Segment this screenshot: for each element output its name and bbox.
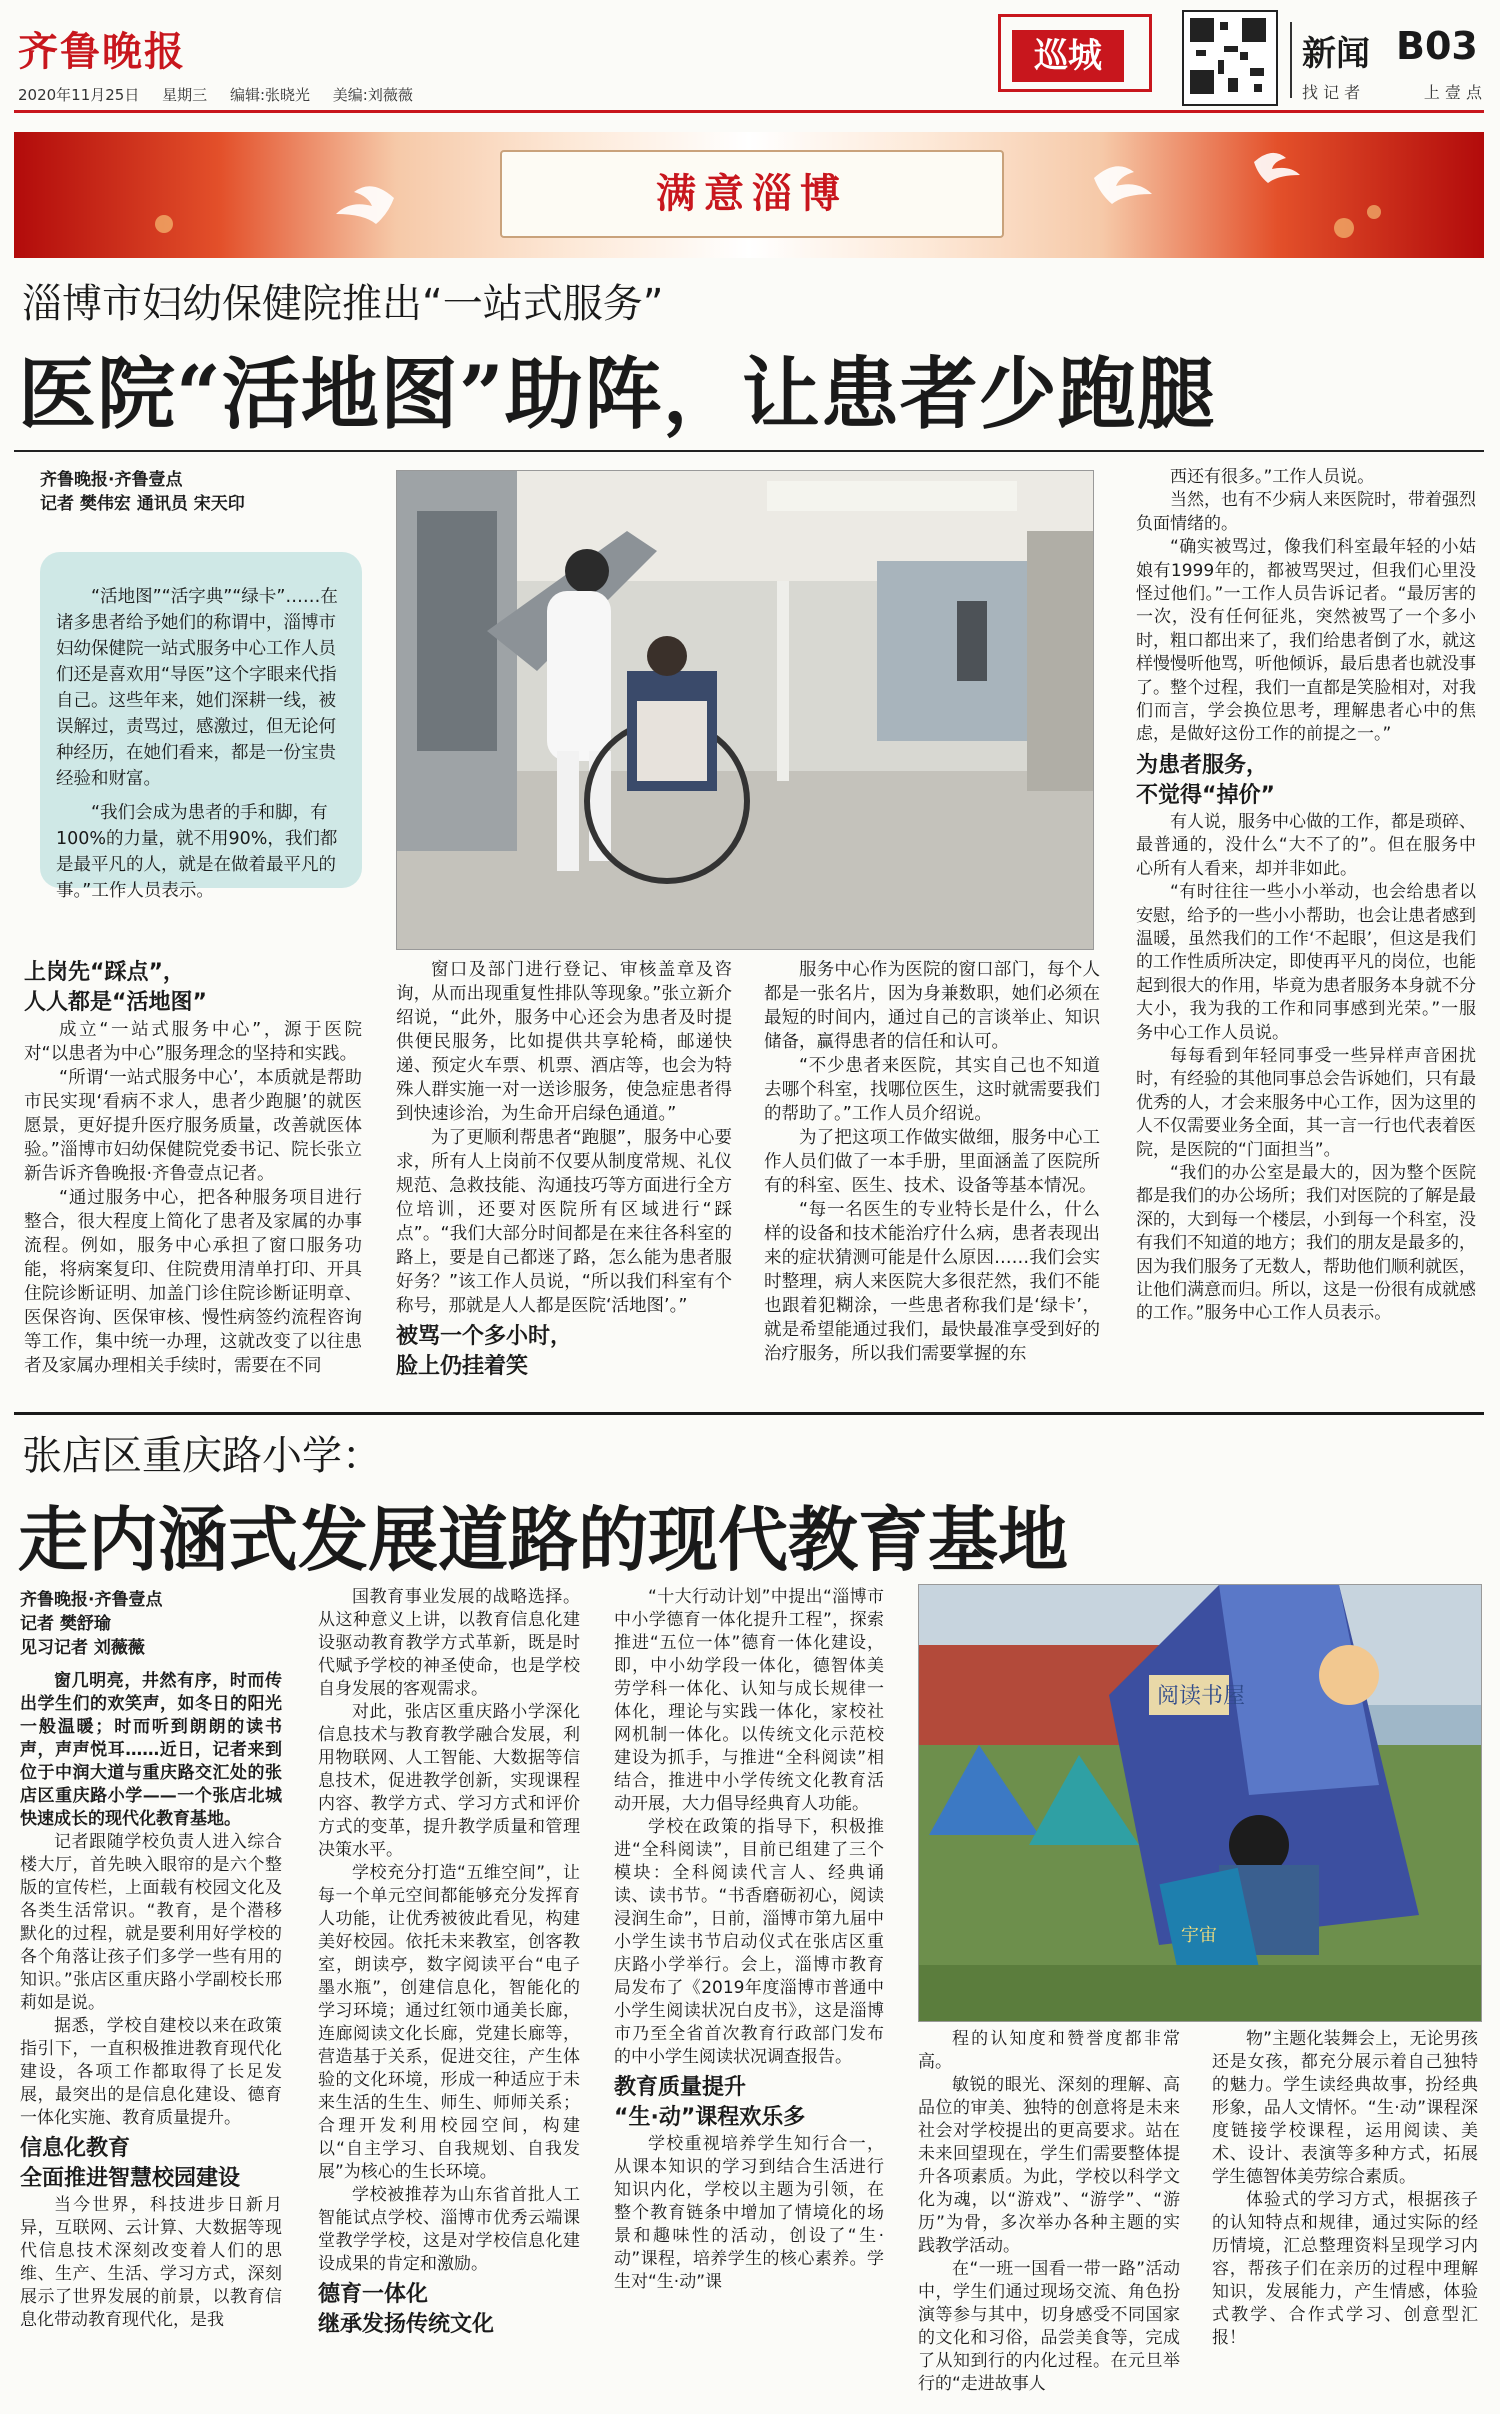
paragraph: 学校充分打造“五维空间”，让每一个单元空间都能够充分发挥育人功能，让优秀被彼此看见，构建美好校园。依托未来教室，创客教室，朗读亭，数字阅读平台“电子墨水瓶”，创建信息化，智能化的学习环境；通过红领巾通美长廊，连廊阅读文化长廊，党建长廊等，营造基于关系，促进交往，产生体验的文化环境，形成一种适应于未来生活的生生、师生、师师关系；合理开发利用校园空间，构建以“自主学习、自我规划、自我发展”为核心的生长环境。: [318, 1863, 580, 2182]
paragraph: 体验式的学习方式，根据孩子的认知特点和规律，通过实际的经历情境，汇总整理资料呈现学习内容，帮孩子们在亲历的过程中理解知识，发展能力，产生情感，体验式教学、合作式学习、创意型汇报！: [1212, 2190, 1478, 2348]
paragraph: 每每看到年轻同事受一些异样声音困扰时，有经验的其他同事总会告诉她们，只有最优秀的人，才会来服务中心工作，因为这里的人不仅需要业务全面，其一言一行也代表着医院，是医院的“门面担当”。: [1136, 1045, 1476, 1160]
headline-rule: [14, 450, 1484, 452]
tent-sign: 阅读书屋: [1157, 1684, 1246, 1709]
paragraph: 当今世界，科技进步日新月异，互联网、云计算、大数据等现代信息技术深刻改变着人们的思维、生产、生活、学习方式，深刻展示了世界发展的前景，以教育信息化带动教育现代化，是我: [20, 2195, 282, 2330]
paragraph: 西还有很多。”工作人员说。: [1170, 467, 1375, 487]
paragraph: “十大行动计划”中提出“淄博市中小学德育一体化提升工程”，探索推进“五位一体”德育一体化建设，即，中小幼学段一体化，德智体美劳学科一体化、认知与成长规律一体化，理论与实践一体化，家校社网机制一体化。以传统文化示范校建设为抓手，与推进“全科阅读”相结合，推进中小学传统文化教育活动开展，大力倡导经典育人功能。: [614, 1587, 884, 1814]
paragraph: 有人说，服务中心做的工作，都是琐碎、最普通的，没什么“大不了的”。但在服务中心所有人看来，却并非如此。: [1136, 811, 1476, 879]
article2-kicker: 张店区重庆路小学：: [22, 1433, 382, 1479]
qr-code-icon: [1182, 10, 1278, 106]
section-subline: [1302, 80, 1482, 103]
paragraph: 学校被推荐为山东省首批人工智能试点学校、淄博市优秀云端课堂教学学校，这是对学校信息化建设成果的肯定和激励。: [318, 2185, 580, 2274]
paragraph: 窗口及部门进行登记、审核盖章及咨询，从而出现重复性排队等现象。”张立新介绍说，“此外，服务中心还会为患者及时提供便民服务，比如提供共享轮椅，邮递快递、预定火车票、机票、酒店等，也会为特殊人群实施一对一送诊服务，使急症患者得到快速诊治，为生命开启绿色通道。”: [396, 960, 732, 1124]
issue-weekday: 星期三: [162, 86, 208, 104]
reading-tent-photo: [918, 1584, 1482, 2022]
byline-trainee: 见习记者 刘薇薇: [20, 1638, 145, 1658]
lead-paragraph: 窗几明亮，井然有序，时而传出学生们的欢笑声，如冬日的阳光一般温暖；时而听到朗朗的读书声，声声悦耳……近日，记者来到位于中润大道与重庆路交汇处的张店区重庆路小学——一个张店北城快速成长的现代化教育基地。: [20, 1671, 282, 1829]
section-subhead: 德育一体化 继承发扬传统文化: [318, 2282, 495, 2337]
paragraph: 记者跟随学校负责人进入综合楼大厅，首先映入眼帘的是六个整版的宣传栏，上面载有校园文化及各类生活常识。“教育，是个潜移默化的过程，就是要利用好学校的各个角落让孩子们多学一些有用的知识。”张店区重庆路小学副校长邢莉如是说。: [20, 1832, 282, 2013]
section-subhead: 上岗先“踩点”， 人人都是“活地图”: [24, 960, 207, 1015]
paragraph: 敏锐的眼光、深刻的理解、高品位的审美、独特的创意将是未来社会对学校提出的更高要求。站在未来回望现在，学生们需要整体提升各项素质。为此，学校以科学文化为魂，以“游戏”、“游学”、“游历”为骨，多次举办各种主题的实践教学活动。: [918, 2075, 1180, 2256]
dateline: [18, 84, 431, 105]
paragraph: 为了把这项工作做实做细，服务中心工作人员们做了一本手册，里面涵盖了医院所有的科室、医生、技术、设备等基本情况。: [764, 1128, 1100, 1196]
paragraph: “有时往往一些小小举动，也会给患者以安慰，给予的一些小小帮助，也会让患者感到温暖，虽然我们的工作‘不起眼’，但这是我们的工作性质所决定，即使再平凡的岗位，也能起到很大的作用，毕竟为患者服务本身就不分大小，我为我的工作和同事感到光荣。”一服务中心工作人员说。: [1136, 882, 1476, 1043]
banner-title: 满意淄博: [656, 170, 848, 217]
paragraph: 据悉，学校自建校以来在政策指引下，一直积极推进教育现代化建设，各项工作都取得了长足发展，最突出的是信息化建设、德育一体化实施、教育质量提升。: [20, 2016, 282, 2128]
banner-title-frame: [500, 150, 1004, 238]
paragraph: 物”主题化装舞会上，无论男孩还是女孩，都充分展示着自己独特的魅力。学生读经典故事，扮经典形象，品人文情怀。“生·动”课程深度链接学校课程，运用阅读、美术、设计、表演等多种方式，拓展学生德智体美劳综合素质。: [1212, 2029, 1478, 2187]
section-subhead: 被骂一个多小时， 脸上仍挂着笑: [396, 1324, 573, 1379]
paragraph: “不少患者来医院，其实自己也不知道去哪个科室，找哪位医生，这时就需要我们的帮助了。”工作人员介绍说。: [764, 1056, 1100, 1124]
paragraph: 成立“一站式服务中心”，源于医院对“以患者为中心”服务理念的坚持和实践。: [24, 1020, 362, 1064]
paragraph: 为了更顺利帮患者“跑腿”，服务中心要求，所有人上岗前不仅要从制度常规、礼仪规范、急救技能、沟通技巧等方面进行全方位培训，还要对医院所有区域进行“踩点”。“我们大部分时间都是在来往各科室的路上，要是自己都迷了路，怎么能为患者服好务？”该工作人员说，“所以我们科室有个称号，那就是人人都是医院‘活地图’。”: [396, 1128, 732, 1316]
editor-credit: 编辑:张晓光: [229, 86, 310, 104]
paragraph: 对此，张店区重庆路小学深化信息技术与教育教学融合发展，利用物联网、人工智能、大数据等信息技术，促进教学创新，实现课程内容、教学方式、学习方式和评价方式的变革，提升教学质量和管理决策水平。: [318, 1702, 580, 1860]
byline-reporters: 记者 樊伟宏 通讯员 宋天印: [40, 494, 245, 514]
paragraph: “通过服务中心，把各种服务项目进行整合，很大程度上简化了患者及家属的办事流程。例如，服务中心承担了窗口服务功能，将病案复印、住院费用清单打印、开具住院诊断证明、加盖门诊住院诊断证明章、医保咨询、医保审核、慢性病签约流程咨询等工作，集中统一办理，这就改变了以往患者及家属办理相关手续时，需要在不同: [24, 1188, 362, 1376]
paragraph: 当然，也有不少病人来医院时，带着强烈负面情绪的。: [1136, 490, 1476, 534]
article2-headline: 走内涵式发展道路的现代教育基地: [18, 1498, 1068, 1581]
paragraph: 程的认知度和赞誉度都非常高。: [918, 2029, 1180, 2072]
article2-column-3: [614, 1586, 884, 2294]
paragraph: 学校在政策的指导下，积极推进“全科阅读”，目前已组建了三个模块：全科阅读代言人、经典诵读、读书节。“书香磨砺初心，阅读浸润生命”，日前，淄博市第九届中小学生读书节启动仪式在张店区重庆路小学举行。会上，淄博市教育局发布了《2019年度淄博市普通中小学生阅读状况白皮书》，这是淄博市乃至全省首次教育行政部门发布的中小学生阅读状况调查报告。: [614, 1817, 884, 2067]
byline-outlet: 齐鲁晚报·齐鲁壹点: [40, 470, 183, 490]
summary-paragraph: “我们会成为患者的手和脚，有100%的力量，就不用90%，我们都是最平凡的人，就是在做着最平凡的事。”工作人员表示。: [56, 803, 338, 901]
paragraph: 学校重视培养学生知行合一，从课本知识的学习到结合生活进行知识内化，学校以主题为引领，在整个教育链条中增加了情境化的场景和趣味性的活动，创设了“生·动”课程，培养学生的核心素养。学生对“生·动”课: [614, 2134, 884, 2292]
summary-paragraph: “活地图”“活字典”“绿卡”……在诸多患者给予她们的称谓中，淄博市妇幼保健院一站式服务中心工作人员们还是喜欢用“导医”这个字眼来代指自己。这些年来，她们深耕一线，被误解过，责骂过，感激过，但无论何种经历，在她们看来，都是一份宝贵经验和财富。: [56, 587, 338, 789]
byline-reporter: 记者 樊舒瑜: [20, 1614, 111, 1634]
section-subhead: 教育质量提升 “生·动”课程欢乐多: [614, 2075, 806, 2130]
masthead-rule: [14, 110, 1484, 113]
contact-reporter: 找 记 者: [1302, 83, 1361, 102]
summary-text: [56, 584, 346, 912]
article1-kicker: 淄博市妇幼保健院推出“一站式服务”: [22, 281, 664, 327]
section-subhead: 信息化教育 全面推进智慧校园建设: [20, 2136, 241, 2191]
article2-column-4: [918, 2028, 1180, 2396]
article2-byline: [20, 1588, 162, 1660]
byline-outlet: 齐鲁晚报·齐鲁壹点: [20, 1590, 163, 1610]
art-editor-credit: 美编:刘薇薇: [332, 86, 413, 104]
paragraph: “每一名医生的专业特长是什么，什么样的设备和技术能治疗什么病，患者表现出来的症状猜测可能是什么原因……我们会实时整理，病人来医院大多很茫然，我们不能也跟着犯糊涂，一些患者称我们是‘绿卡’，就是希望能通过我们，最快最准享受到好的治疗服务，所以我们需要掌握的东: [764, 1200, 1100, 1364]
paragraph: 服务中心作为医院的窗口部门，每个人都是一张名片，因为身兼数职，她们必须在最短的时间内，通过自己的言谈举止、知识储备，赢得患者的信任和认可。: [764, 960, 1100, 1052]
article1-column-4: [1136, 466, 1476, 1326]
article1-column-1: [24, 958, 362, 1378]
section-name: 新闻: [1302, 34, 1370, 74]
book-label: 宇宙: [1181, 1925, 1217, 1946]
section-rule: [14, 1412, 1484, 1415]
paragraph: “确实被骂过，像我们科室最年轻的小姑娘有1999年的，都被骂哭过，但我们心里没怪过他们。”一工作人员告诉记者。“最厉害的一次，没有任何征兆，突然被骂了一个多小时，粗口都出来了，我们给患者倒了水，就这样慢慢听他骂，听他倾诉，最后患者也就没事了。整个过程，我们一直都是笑脸相对，对我们而言，学会换位思考，理解患者心中的焦虑，是做好这份工作的前提之一。”: [1136, 537, 1476, 745]
issue-date: 2020年11月25日: [18, 86, 140, 104]
article1-headline: 医院“活地图”助阵，让患者少跑腿: [18, 349, 1216, 440]
article2-column-2: [318, 1586, 580, 2340]
section-subhead: 为患者服务， 不觉得“掉价”: [1136, 752, 1275, 808]
page-number: B03: [1396, 24, 1478, 68]
app-name: 上 壹 点: [1423, 83, 1482, 102]
article1-byline: [40, 468, 245, 516]
masthead-divider: [1290, 22, 1292, 98]
article1-column-2: [396, 958, 732, 1382]
paragraph: 在“一班一国看一带一路”活动中，学生们通过现场交流、角色扮演等参与其中，切身感受不同国家的文化和习俗，品尝美食等，完成了从知到行的内化过程。在元旦举行的“走进故事人: [918, 2259, 1180, 2394]
newspaper-logo: 齐鲁晚报: [18, 28, 186, 75]
article2-column-1: [20, 1670, 282, 2332]
article2-column-5: [1212, 2028, 1478, 2350]
paragraph: 国教育事业发展的战略选择。从这种意义上讲，以教育信息化建设驱动教育教学方式革新，既是时代赋予学校的神圣使命，也是学校自身发展的客观需求。: [318, 1587, 580, 1699]
paragraph: “所谓‘一站式服务中心’，本质就是帮助市民实现‘看病不求人，患者少跑腿’的就医愿景，更好提升医疗服务质量，改善就医体验。”淄博市妇幼保健院党委书记、院长张立新告诉齐鲁晚报·齐鲁壹点记者。: [24, 1068, 362, 1184]
paragraph: “我们的办公室是最大的，因为整个医院都是我们的办公场所；我们对医院的了解是最深的，大到每一个楼层，小到每一个科室，没有我们不知道的地方；我们的朋友是最多的，因为我们服务了无数人，帮助他们顺利就医，让他们满意而归。所以，这是一份很有成就感的工作。”服务中心工作人员表示。: [1136, 1162, 1476, 1324]
column-tag: 巡城: [1012, 30, 1124, 82]
article1-column-3: [764, 958, 1100, 1366]
hospital-photo: [396, 470, 1094, 950]
